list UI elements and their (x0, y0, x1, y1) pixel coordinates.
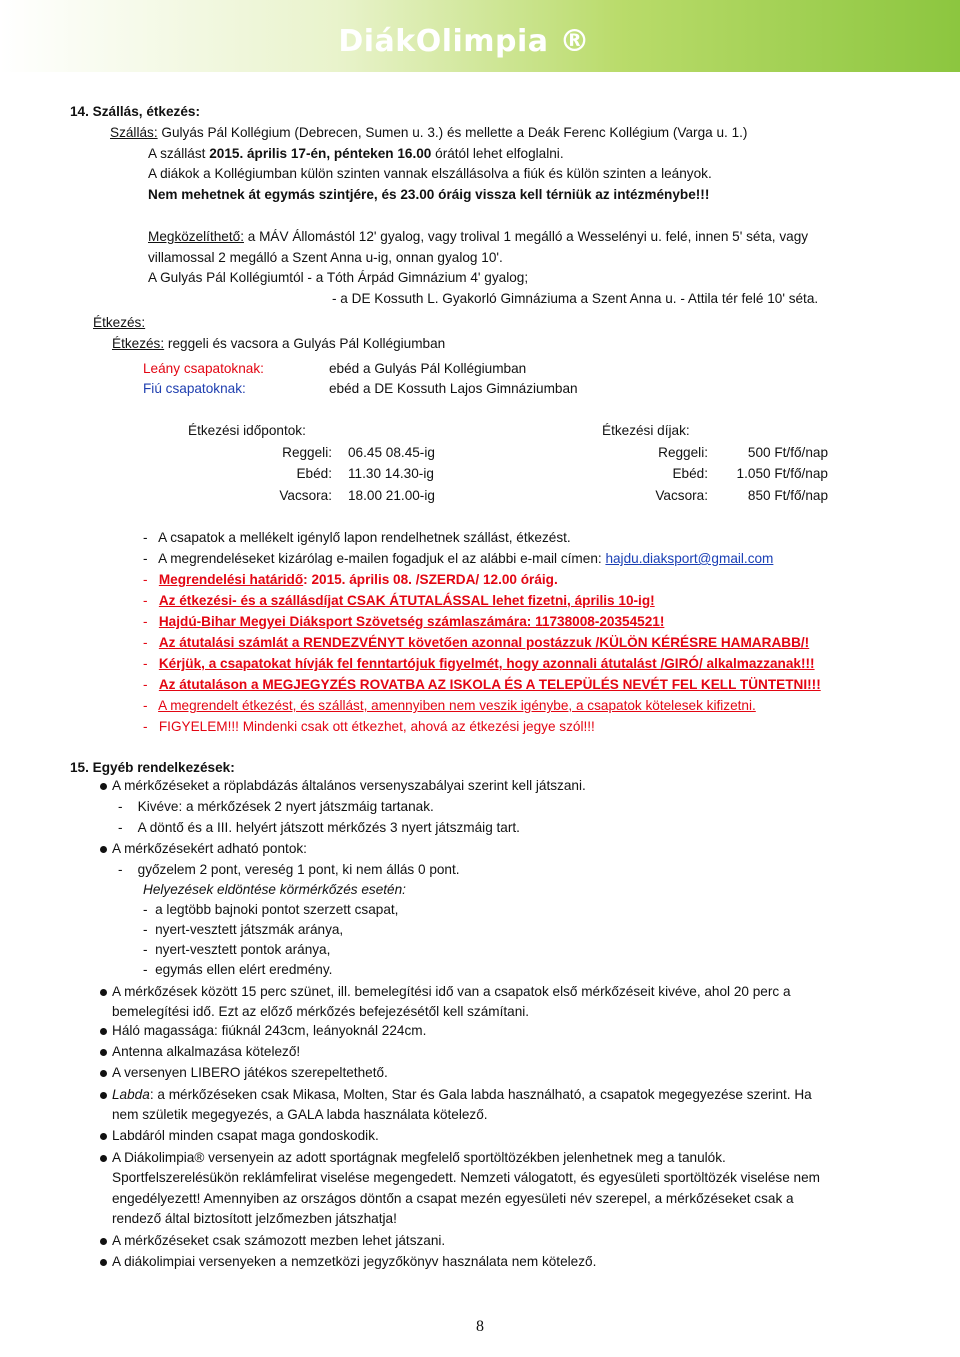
rule-item: A diákolimpiai versenyeken a nemzetközi jegyzőkönyv használata nem kötelező. (112, 1254, 597, 1269)
meal-time: 06.45 08.45-ig (348, 445, 435, 460)
rule-subitem: - nyert-vesztett játszmák aránya, (143, 922, 344, 937)
text: A megrendeléseket kizárólag e-mailen fogadjuk el az alábbi e-mail címen: (158, 551, 606, 566)
text: A döntő és a III. helyért játszott mérkőzés 3 nyert játszmáig tart. (137, 820, 520, 835)
dash-item: - Az átutalási számlát a RENDEZVÉNYT követően azonnal postázzuk /KÜLÖN KÉRÉSRE HAMARABB/! (143, 635, 810, 650)
email-link[interactable]: hajdu.diaksport@gmail.com (605, 551, 774, 566)
rule-item: A mérkőzéseket csak számozott mezben lehet játszani. (112, 1233, 446, 1248)
text: Kivéve: a mérkőzések 2 nyert játszmáig tartanak. (137, 799, 434, 814)
page-header (0, 0, 960, 72)
text: Kérjük, a csapatokat hívják fel fenntartójuk figyelmét, hogy azonnali átutalást /GIRÓ/ alkalmazzanak!!! (158, 656, 815, 671)
bullet-icon (100, 1238, 107, 1245)
bullet-icon (100, 1155, 107, 1162)
meal-time: 11.30 14.30-ig (348, 466, 434, 481)
meal-name: Ebéd: (296, 466, 332, 481)
szallas-label: Szállás: (110, 125, 158, 140)
date-text: 2015. április 17-én, pénteken 16.00 (209, 146, 432, 161)
text: A szállást (148, 146, 210, 161)
rule-subitem: - egymás ellen elért eredmény. (143, 962, 333, 977)
szallas-date-line (148, 144, 564, 165)
megkozelitheto-line (148, 227, 808, 248)
rule-item: A Diákolimpia® versenyein az adott sportágnak megfelelő sportöltözékben jelenhetnek meg a tanulók. (112, 1150, 726, 1165)
megkozelitheto-line4: - a DE Kossuth L. Gyakorló Gimnáziuma a Szent Anna u. - Attila tér felé 10' séta. (332, 291, 819, 306)
deadline-label: Megrendelési határidő (158, 572, 304, 587)
meal-fee-name: Vacsora: (655, 488, 708, 503)
bullet-icon (100, 989, 107, 996)
page-number: 8 (476, 1318, 484, 1335)
text: nyert-vesztett játszmák aránya, (155, 922, 344, 937)
meal-fee: 850 Ft/fő/nap (747, 488, 828, 503)
bullet-icon (100, 1133, 107, 1140)
text: Hajdú-Bihar Megyei Diáksport Szövetség számlaszámára: 11738008-20354521! (158, 614, 665, 629)
rule-subitem: - A döntő és a III. helyért játszott mérkőzés 3 nyert játszmáig tart. (118, 820, 520, 835)
rule-item: Háló magassága: fiúknál 243cm, leányoknál 224cm. (112, 1023, 427, 1038)
meal-fee: 1.050 Ft/fő/nap (736, 466, 828, 481)
rule-item-cont: engedélyezett! Amennyiben az országos döntőn a csapat mezén egyesületi név szerepel, a mérkőzéseket csak a (112, 1191, 794, 1206)
rule-item: Antenna alkalmazása kötelező! (112, 1044, 301, 1059)
rule-item-cont: rendező által biztosított jelzőmezben játszhatja! (112, 1211, 397, 1226)
text: a legtöbb bajnoki pontot szerzett csapat, (155, 902, 399, 917)
text: A csapatok a mellékelt igénylő lapon rendelhetnek szállást, étkezést. (158, 530, 571, 545)
text: órától lehet elfoglalni. (431, 146, 564, 161)
text: Az átutaláson a MEGJEGYZÉS ROVATBA AZ ISKOLA ÉS A TELEPÜLÉS NEVÉT FEL KELL TÜNTETNI!!! (158, 677, 821, 692)
helyezesek-heading: Helyezések eldöntése körmérkőzés esetén: (143, 882, 406, 897)
etkezesi-idopontok-title: Étkezési időpontok: (188, 423, 306, 438)
dash-item: - A megrendelt étkezést, és szállást, amennyiben nem veszik igénybe, a csapatok kötelesek kifizetni. (143, 698, 756, 713)
labda-label: Labda (112, 1087, 150, 1102)
rule-item (112, 1085, 812, 1106)
szallas-line (110, 123, 747, 144)
fiu-text: ebéd a DE Kossuth Lajos Gimnáziumban (329, 381, 578, 396)
szallas-line3: A diákok a Kollégiumban külön szinten vannak elszállásolva a fiúk és külön szinten a leányok. (148, 166, 712, 181)
rule-item-cont: Sportfelszerelésükön reklámfelirat viselése megengedett. Nemzeti válogatott, és egyesületi sportöltözék viselése nem (112, 1170, 820, 1185)
rule-subitem: - nyert-vesztett pontok aránya, (143, 942, 331, 957)
dash-item: - A megrendeléseket kizárólag e-mailen fogadjuk el az alábbi e-mail címen: hajdu.diaksport@gmail.com (143, 551, 774, 566)
megkozelitheto-line3: A Gulyás Pál Kollégiumtól - a Tóth Árpád Gimnázium 4' gyalog; (148, 270, 529, 285)
text: Az étkezési- és a szállásdíjat CSAK ÁTUTALÁSSAL lehet fizetni, április 10-ig! (158, 593, 655, 608)
megkozelitheto-label: Megközelíthető: (148, 229, 244, 244)
section-14-title: 14. Szállás, étkezés: (70, 104, 200, 119)
dash-item: - Kérjük, a csapatokat hívják fel fenntartójuk figyelmét, hogy azonnali átutalást /GIRÓ/ alkalmazzanak!!! (143, 656, 815, 671)
meal-name: Reggeli: (282, 445, 332, 460)
etkezesi-dijak-title: Étkezési díjak: (602, 423, 690, 438)
bullet-icon (100, 846, 107, 853)
bullet-icon (100, 1049, 107, 1056)
text: : a mérkőzéseken csak Mikasa, Molten, Star és Gala labda használható, a csapatok megegyezése szerint. Ha (149, 1087, 812, 1102)
bullet-icon (100, 1092, 107, 1099)
rule-item: A mérkőzéseket a röplabdázás általános versenyszabályai szerint kell játszani. (112, 778, 586, 793)
text: a MÁV Állomástól 12' gyalog, vagy trolival 1 megálló a Wesselényi u. felé, innen 5' séta, vagy (243, 229, 809, 244)
bullet-icon (100, 1070, 107, 1077)
meal-time: 18.00 21.00-ig (348, 488, 435, 503)
bullet-icon (100, 1259, 107, 1266)
szallas-line4: Nem mehetnek át egymás szintjére, és 23.00 óráig vissza kell térniük az intézménybe!!! (148, 187, 710, 202)
text: Az átutalási számlát a RENDEZVÉNYT követően azonnal postázzuk /KÜLÖN KÉRÉSRE HAMARABB/! (158, 635, 810, 650)
fiu-label: Fiú csapatoknak: (143, 381, 246, 396)
text: reggeli és vacsora a Gulyás Pál Kollégiumban (164, 336, 446, 351)
dash-item: - A csapatok a mellékelt igénylő lapon rendelhetnek szállást, étkezést. (143, 530, 571, 545)
szallas-text: Gulyás Pál Kollégium (Debrecen, Sumen u. 3.) és mellette a Deák Ferenc Kollégium (Varga u. 1.) (157, 125, 748, 140)
etkezes-line (112, 334, 445, 355)
dash-item: - Megrendelési határidő: 2015. április 08. /SZERDA/ 12.00 óráig. (143, 572, 558, 587)
leany-label: Leány csapatoknak: (143, 361, 264, 376)
rule-item-cont: bemelegítési idő. Ezt az előző mérkőzés befejezésétől kell számítani. (112, 1004, 530, 1019)
text: egymás ellen elért eredmény. (155, 962, 333, 977)
dash-item: - Az étkezési- és a szállásdíjat CSAK ÁTUTALÁSSAL lehet fizetni, április 10-ig! (143, 593, 655, 608)
rule-subitem: - Kivéve: a mérkőzések 2 nyert játszmáig tartanak. (118, 799, 434, 814)
dash-item: - Hajdú-Bihar Megyei Diáksport Szövetség számlaszámára: 11738008-20354521! (143, 614, 665, 629)
diakolimpia-logo: DiákOlimpia ® (338, 24, 590, 59)
leany-text: ebéd a Gulyás Pál Kollégiumban (329, 361, 527, 376)
dash-item: - Az átutaláson a MEGJEGYZÉS ROVATBA AZ ISKOLA ÉS A TELEPÜLÉS NEVÉT FEL KELL TÜNTETNI!!! (143, 677, 821, 692)
deadline-text: : 2015. április 08. /SZERDA/ 12.00 óráig. (303, 572, 558, 587)
bullet-icon (100, 1028, 107, 1035)
text: A megrendelt étkezést, és szállást, amennyiben nem veszik igénybe, a csapatok kötelesek kifizetni. (158, 698, 756, 713)
section-15-title: 15. Egyéb rendelkezések: (70, 760, 235, 775)
rule-subitem: - győzelem 2 pont, vereség 1 pont, ki nem állás 0 pont. (118, 862, 460, 877)
etkezes-heading: Étkezés: (93, 315, 146, 330)
bullet-icon (100, 783, 107, 790)
rule-item: A versenyen LIBERO játékos szerepeltethető. (112, 1065, 388, 1080)
megkozelitheto-line2: villamossal 2 megálló a Szent Anna u-ig, onnan gyalog 10'. (148, 250, 503, 265)
rule-subitem: - a legtöbb bajnoki pontot szerzett csapat, (143, 902, 399, 917)
meal-fee: 500 Ft/fő/nap (747, 445, 828, 460)
text: FIGYELEM!!! Mindenki csak ott étkezhet, ahová az étkezési jegye szól!!! (158, 719, 595, 734)
meal-fee-name: Ebéd: (672, 466, 708, 481)
rule-item: A mérkőzésekért adható pontok: (112, 841, 307, 856)
rule-item: Labdáról minden csapat maga gondoskodik. (112, 1128, 379, 1143)
rule-item-cont: nem születik megegyezés, a GALA labda használata kötelező. (112, 1107, 488, 1122)
dash-item: - FIGYELEM!!! Mindenki csak ott étkezhet, ahová az étkezési jegye szól!!! (143, 719, 595, 734)
text: nyert-vesztett pontok aránya, (155, 942, 331, 957)
meal-fee-name: Reggeli: (658, 445, 708, 460)
meal-name: Vacsora: (279, 488, 332, 503)
text: győzelem 2 pont, vereség 1 pont, ki nem állás 0 pont. (137, 862, 460, 877)
etkezes-label: Étkezés: (112, 336, 165, 351)
rule-item: A mérkőzések között 15 perc szünet, ill. bemelegítési idő van a csapatok első mérkőzéseit kivéve, ahol 20 perc a (112, 984, 791, 999)
